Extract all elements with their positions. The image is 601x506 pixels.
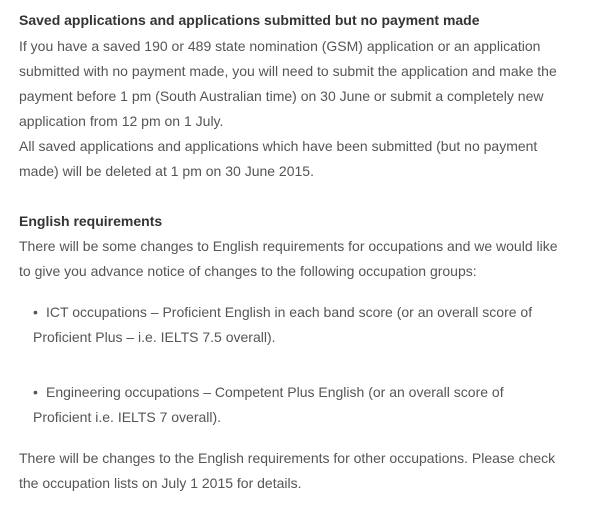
bullet-icon: • — [33, 384, 38, 400]
paragraph-line: made) will be deleted at 1 pm on 30 June 2015. — [19, 163, 314, 179]
paragraph-line: application from 12 pm on 1 July. — [19, 113, 224, 129]
paragraph-line: to give you advance notice of changes to the following occupation groups: — [19, 263, 477, 279]
list-item-text: Proficient Plus – i.e. IELTS 7.5 overall). — [33, 329, 276, 345]
paragraph-line: payment before 1 pm (South Australian time) on 30 June or submit a completely new — [19, 88, 544, 104]
paragraph-line: If you have a saved 190 or 489 state nomination (GSM) application or an application — [19, 38, 541, 54]
english-closing-paragraph — [19, 446, 595, 496]
list-item-text: Proficient i.e. IELTS 7 overall). — [33, 409, 222, 425]
english-intro-paragraph — [19, 234, 595, 284]
paragraph-line: submitted with no payment made, you will need to submit the application and make the — [19, 63, 557, 79]
section-heading-english-requirements: English requirements — [19, 213, 163, 229]
saved-applications-paragraph — [19, 34, 595, 134]
section-heading-saved-applications: Saved applications and applications submitted but no payment made — [19, 12, 480, 28]
paragraph-line: There will be some changes to English requirements for occupations and we would like — [19, 238, 558, 254]
list-item-text: Engineering occupations – Competent Plus English (or an overall score of — [46, 384, 504, 400]
paragraph-line: There will be changes to the English requirements for other occupations. Please check — [19, 450, 556, 466]
paragraph-line: All saved applications and applications which have been submitted (but no payment — [19, 138, 538, 154]
paragraph-line: the occupation lists on July 1 2015 for details. — [19, 475, 302, 491]
bullet-icon: • — [33, 304, 38, 320]
list-item-text: ICT occupations – Proficient English in each band score (or an overall score of — [46, 304, 533, 320]
deletion-notice-paragraph — [19, 134, 595, 184]
list-item-ict-occupations — [33, 300, 593, 350]
list-item-engineering-occupations — [33, 380, 593, 430]
